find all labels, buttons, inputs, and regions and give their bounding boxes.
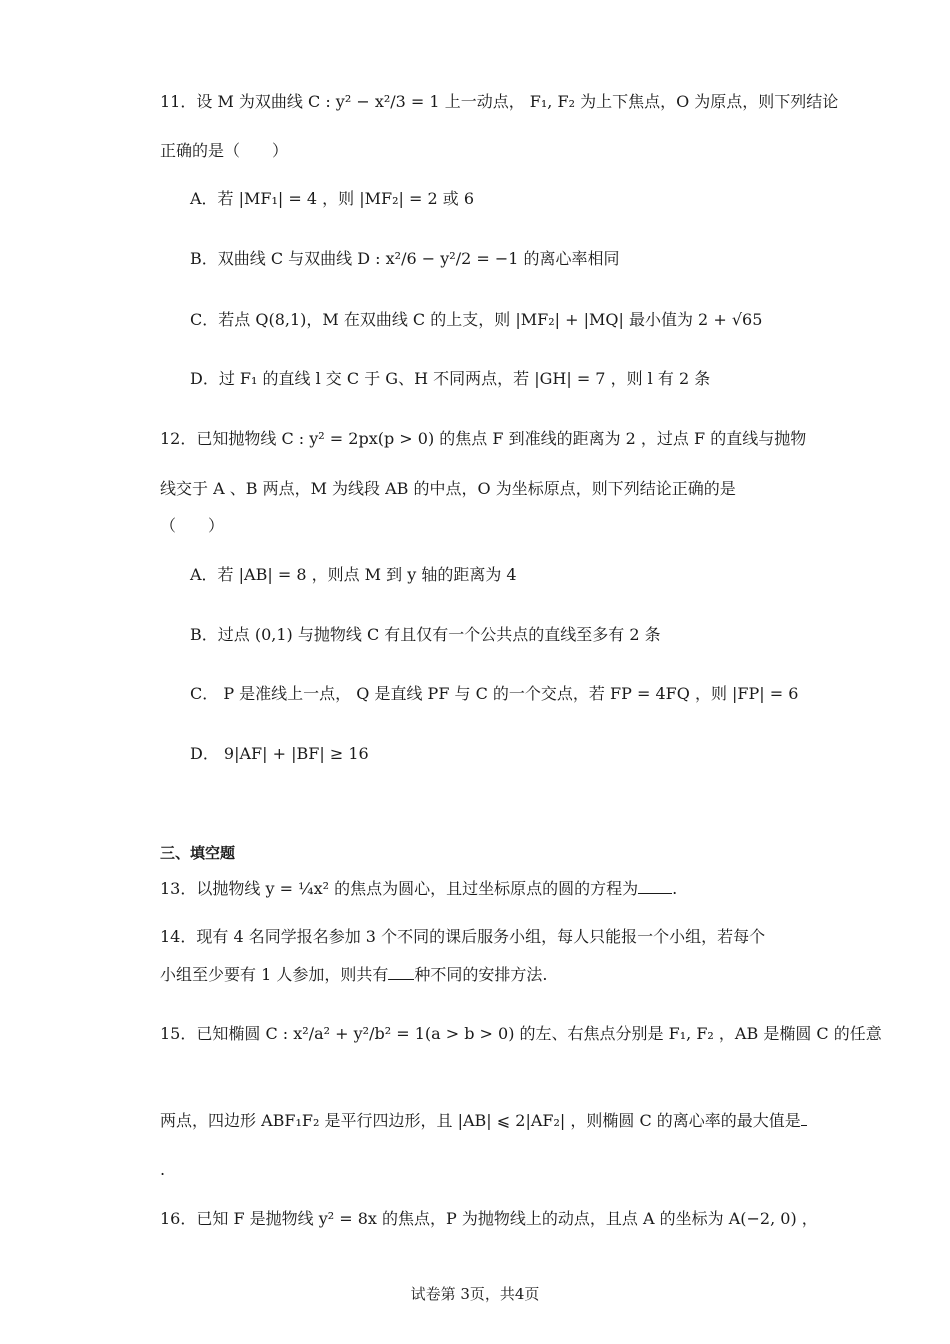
- q12-stem-line2: 线交于 A 、B 两点，M 为线段 AB 的中点，O 为坐标原点，则下列结论正确的是: [160, 479, 736, 498]
- q12-option-d: D． 9|AF| + |BF| ≥ 16: [190, 744, 369, 763]
- q13-end: .: [672, 879, 678, 898]
- q15-answer-blank[interactable]: [801, 1111, 807, 1126]
- q11-stem-line1: 11．设 M 为双曲线 C : y² − x²/3 = 1 上一动点， F₁, F₂ 为上下焦点，O 为原点，则下列结论: [160, 92, 839, 111]
- page-footer: 试卷第 3页，共4页: [410, 1285, 540, 1303]
- q11-option-b: B．双曲线 C 与双曲线 D : x²/6 − y²/2 = −1 的离心率相同: [190, 249, 620, 268]
- q16-line1: 16．已知 F 是抛物线 y² = 8x 的焦点，P 为抛物线上的动点，且点 A 的坐标为 A(−2, 0) ，: [160, 1209, 818, 1228]
- q15-line2: [160, 1111, 807, 1131]
- q12-stem-line3: （ ）: [160, 516, 225, 535]
- q13-answer-blank[interactable]: [638, 879, 672, 894]
- q14-text-a: 小组至少要有 1 人参加，则共有: [160, 965, 389, 984]
- q12-option-c: C． P 是准线上一点， Q 是直线 PF 与 C 的一个交点，若 FP = 4FQ ，则 |FP| = 6: [190, 684, 799, 703]
- q11-stem-line2: 正确的是（ ）: [160, 141, 289, 160]
- q11-option-c: C．若点 Q(8,1)，M 在双曲线 C 的上支，则 |MF₂| + |MQ| 最小值为 2 + √65: [190, 310, 763, 329]
- q11-option-a: A．若 |MF₁| = 4 ，则 |MF₂| = 2 或 6: [190, 189, 475, 208]
- q15-text: 两点，四边形 ABF₁F₂ 是平行四边形，且 |AB| ⩽ 2|AF₂| ，则椭圆 C 的离心率的最大值是: [160, 1111, 801, 1130]
- q14-answer-blank[interactable]: [388, 965, 414, 980]
- q14-line2: [160, 965, 547, 985]
- q12-stem-line1: 12．已知抛物线 C : y² = 2px(p > 0) 的焦点 F 到准线的距离为 2 ，过点 F 的直线与抛物: [160, 429, 807, 448]
- section-heading-fill-in: 三、填空题: [160, 844, 236, 862]
- q13-line: [160, 879, 677, 899]
- q14-line1: 14．现有 4 名同学报名参加 3 个不同的课后服务小组，每人只能报一个小组，若每个: [160, 927, 766, 946]
- q12-option-a: A．若 |AB| = 8 ，则点 M 到 y 轴的距离为 4: [190, 565, 517, 584]
- q15-line3: .: [160, 1160, 166, 1179]
- q15-line1: 15．已知椭圆 C : x²/a² + y²/b² = 1(a > b > 0) 的左、右焦点分别是 F₁, F₂ ，AB 是椭圆 C 的任意: [160, 1024, 882, 1043]
- q12-option-b: B．过点 (0,1) 与抛物线 C 有且仅有一个公共点的直线至多有 2 条: [190, 625, 661, 644]
- q11-option-d: D．过 F₁ 的直线 l 交 C 于 G、H 不同两点，若 |GH| = 7 ，则 l 有 2 条: [190, 369, 711, 388]
- q13-text: 13．以抛物线 y = ¼x² 的焦点为圆心，且过坐标原点的圆的方程为: [160, 879, 639, 898]
- q14-text-b: 种不同的安排方法.: [414, 965, 548, 984]
